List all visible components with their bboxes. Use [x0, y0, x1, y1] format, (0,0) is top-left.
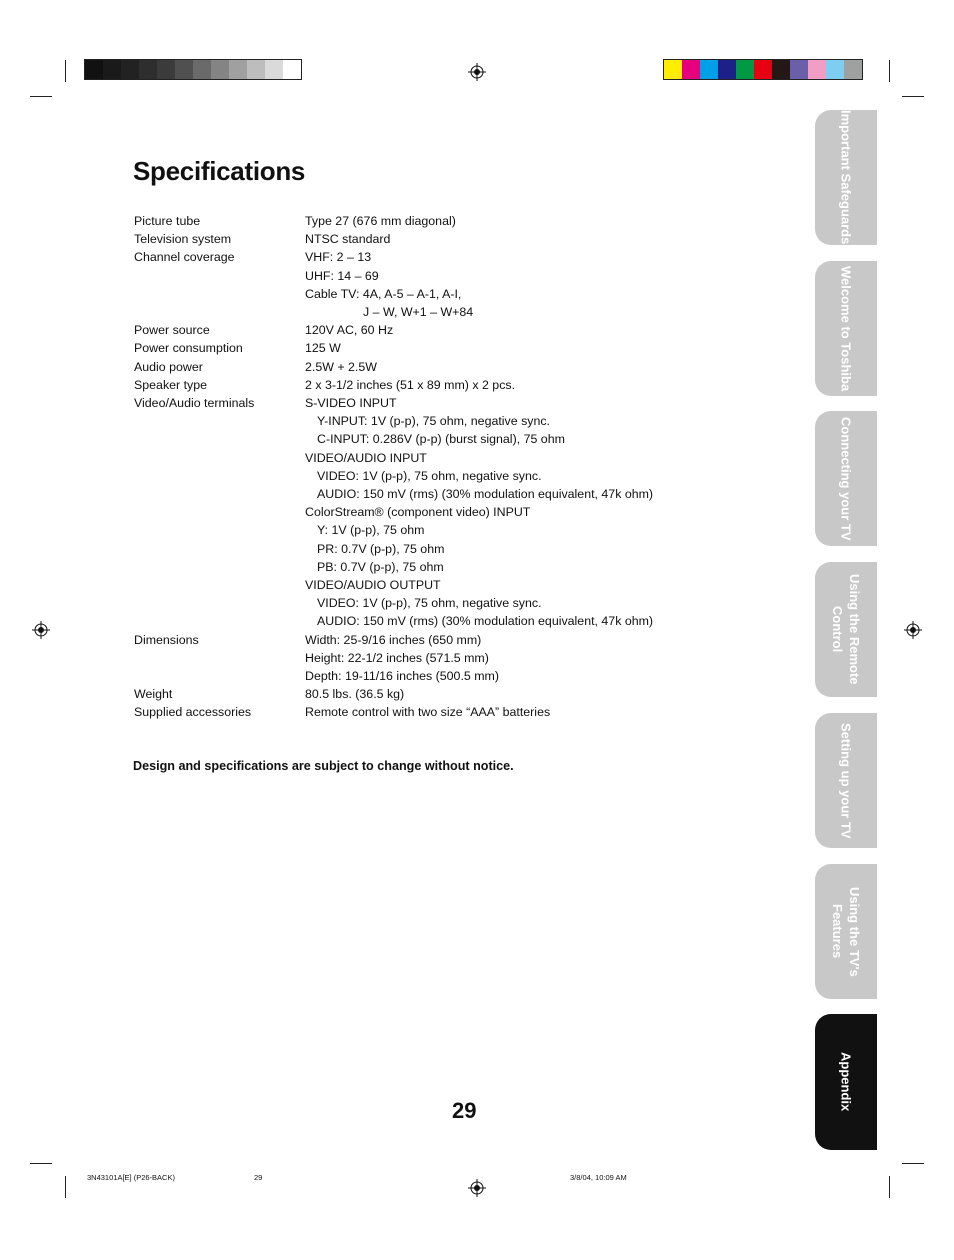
spec-value: Type 27 (676 mm diagonal)	[305, 214, 456, 228]
color-swatch	[682, 60, 700, 79]
footer-date: 3/8/04, 10:09 AM	[570, 1173, 627, 1182]
crop-mark	[30, 1163, 52, 1164]
crop-mark	[65, 60, 66, 82]
color-swatch	[700, 60, 718, 79]
spec-label: Dimensions	[134, 632, 199, 647]
tab-welcome-to-toshiba[interactable]	[815, 261, 877, 396]
tab-label: Using the TV's Features	[830, 886, 862, 977]
page-number: 29	[452, 1098, 477, 1123]
spec-label: Video/Audio terminals	[134, 396, 255, 410]
tab-setting-up-your-tv[interactable]	[815, 713, 877, 848]
spec-label: Supplied accessories	[134, 705, 252, 720]
spec-label: Audio power	[134, 359, 203, 374]
color-swatch	[844, 60, 862, 79]
tab-label: Connecting your TV	[838, 416, 854, 541]
spec-value: Width: 25-9/16 inches (650 mm)	[305, 632, 482, 647]
spec-value: C-INPUT: 0.286V (p-p) (burst signal), 75 ohm	[317, 432, 565, 447]
gray-swatch	[283, 60, 301, 79]
spec-value: VHF: 2 – 13	[305, 250, 372, 265]
registration-mark-icon	[468, 63, 486, 81]
spec-value: Y-INPUT: 1V (p-p), 75 ohm, negative sync.	[317, 414, 551, 429]
grayscale-bar	[84, 59, 302, 80]
spec-value: J – W, W+1 – W+84	[363, 305, 474, 319]
gray-swatch	[265, 60, 283, 79]
tab-label: Setting up your TV	[838, 722, 854, 839]
spec-label: Power source	[134, 323, 210, 338]
color-swatch	[772, 60, 790, 79]
gray-swatch	[103, 60, 121, 79]
spec-value: 2 x 3-1/2 inches (51 x 89 mm) x 2 pcs.	[305, 377, 516, 392]
spec-label: Weight	[134, 687, 173, 702]
spec-value: PB: 0.7V (p-p), 75 ohm	[317, 559, 444, 574]
registration-mark-icon	[468, 1179, 486, 1197]
spec-value: Y: 1V (p-p), 75 ohm	[317, 523, 425, 538]
gray-swatch	[121, 60, 139, 79]
spec-label: Picture tube	[134, 214, 201, 228]
tab-label: Welcome to Toshiba	[838, 265, 854, 392]
crop-mark	[30, 96, 52, 97]
spec-value: AUDIO: 150 mV (rms) (30% modulation equivalent, 47k ohm)	[317, 487, 654, 501]
tab-using-the-tv-s-features[interactable]	[815, 864, 877, 999]
footer-job: 3N43101A[E] (P26-BACK)	[87, 1173, 175, 1182]
spec-value: VIDEO: 1V (p-p), 75 ohm, negative sync.	[317, 596, 542, 611]
color-swatch	[718, 60, 736, 79]
tab-label: Using the Remote Control	[830, 574, 862, 685]
spec-value: AUDIO: 150 mV (rms) (30% modulation equivalent, 47k ohm)	[317, 614, 654, 629]
spec-value: VIDEO/AUDIO OUTPUT	[305, 578, 441, 592]
tab-using-the-remote-control[interactable]	[815, 562, 877, 697]
gray-swatch	[247, 60, 265, 79]
crop-mark	[902, 1163, 924, 1164]
tab-appendix[interactable]	[815, 1014, 877, 1150]
gray-swatch	[211, 60, 229, 79]
tab-label: Important Safeguards	[838, 110, 854, 245]
spec-value: ColorStream® (component video) INPUT	[305, 505, 531, 520]
tab-label: Appendix	[838, 1052, 854, 1112]
spec-value: 80.5 lbs. (36.5 kg)	[305, 687, 405, 702]
spec-value: UHF: 14 – 69	[305, 268, 379, 283]
gray-swatch	[139, 60, 157, 79]
color-bar	[663, 59, 863, 80]
spec-value: S-VIDEO INPUT	[305, 396, 397, 410]
registration-mark-icon	[904, 621, 922, 639]
color-swatch	[754, 60, 772, 79]
notice-text: Design and specifications are subject to change without notice.	[133, 759, 514, 773]
spec-value: Cable TV: 4A, A-5 – A-1, A-I,	[305, 286, 462, 301]
color-swatch	[736, 60, 754, 79]
gray-swatch	[175, 60, 193, 79]
gray-swatch	[193, 60, 211, 79]
spec-value: 125 W	[305, 341, 341, 356]
color-swatch	[826, 60, 844, 79]
color-swatch	[664, 60, 682, 79]
color-swatch	[808, 60, 826, 79]
gray-swatch	[85, 60, 103, 79]
spec-value: NTSC standard	[305, 232, 391, 247]
gray-swatch	[229, 60, 247, 79]
page-title: Specifications	[133, 156, 306, 186]
footer-page: 29	[254, 1173, 263, 1182]
crop-mark	[889, 1176, 890, 1198]
crop-mark	[889, 60, 890, 82]
spec-label: Channel coverage	[134, 250, 235, 265]
spec-value: VIDEO: 1V (p-p), 75 ohm, negative sync.	[317, 468, 542, 483]
spec-value: Height: 22-1/2 inches (571.5 mm)	[305, 650, 489, 665]
tab-connecting-your-tv[interactable]	[815, 411, 877, 546]
crop-mark	[65, 1176, 66, 1198]
spec-value: VIDEO/AUDIO INPUT	[305, 450, 427, 465]
color-swatch	[790, 60, 808, 79]
spec-label: Power consumption	[134, 341, 243, 356]
registration-mark-icon	[32, 621, 50, 639]
spec-label: Television system	[134, 232, 232, 247]
spec-value: PR: 0.7V (p-p), 75 ohm	[317, 541, 445, 556]
gray-swatch	[157, 60, 175, 79]
spec-label: Speaker type	[134, 377, 208, 392]
spec-value: 120V AC, 60 Hz	[305, 323, 394, 338]
spec-value: Depth: 19-11/16 inches (500.5 mm)	[305, 669, 499, 683]
tab-important-safeguards[interactable]	[815, 110, 877, 245]
spec-value: Remote control with two size “AAA” batteries	[305, 705, 551, 720]
crop-mark	[902, 96, 924, 97]
spec-value: 2.5W + 2.5W	[305, 359, 377, 374]
